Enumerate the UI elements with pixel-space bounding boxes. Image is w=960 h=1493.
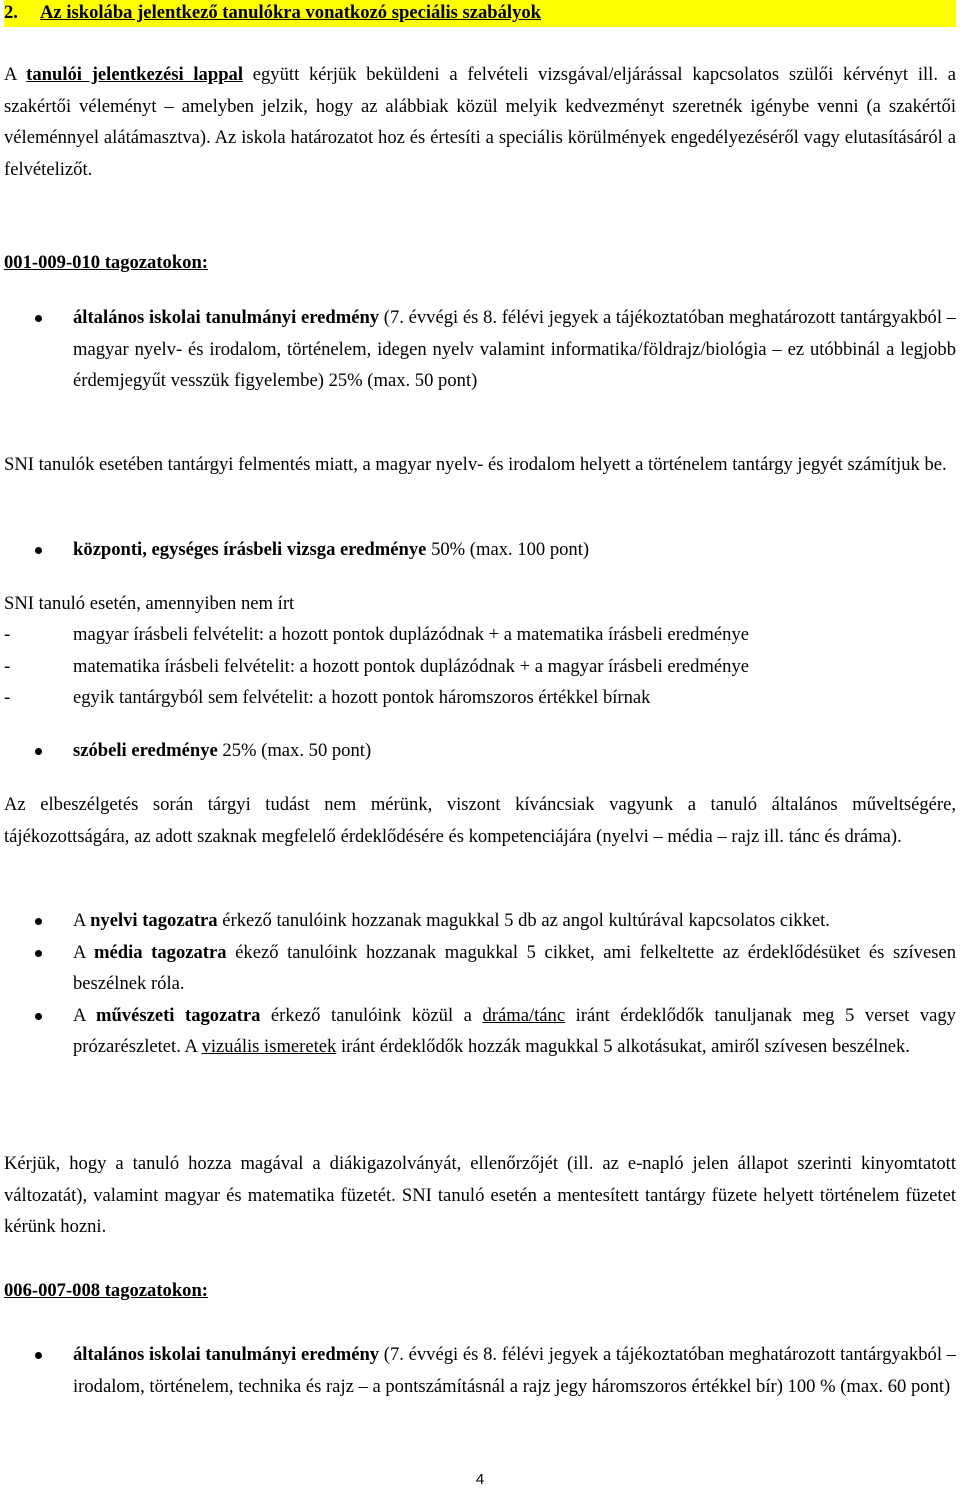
heading-title: Az iskolába jelentkező tanulókra vonatkozó speciális szabályok	[40, 2, 542, 23]
list-item: A média tagozatra ékező tanulóink hozzanak magukkal 5 cikket, ami felkeltette az érdeklődésüket és szívesen beszélnek róla.	[4, 937, 956, 1000]
interview-paragraph: Az elbeszélgetés során tárgyi tudást nem mérünk, viszont kíváncsiak vagyunk a tanuló általános műveltségére, tájékozottságára, az adott szaknak megfelelő érdeklődésére és kompetenciájára (nyelvi – média – rajz ill. tánc és dráma).	[4, 794, 956, 847]
section2-bullet-grades	[4, 1339, 956, 1402]
sni-dash-list	[4, 619, 956, 714]
bullet-icon	[35, 547, 42, 554]
section1-bullet-grades	[4, 302, 956, 397]
closing-paragraph: Kérjük, hogy a tanuló hozza magával a diákigazolványát, ellenőrzőjét (ill. az e-napló jelen állapot szerinti kinyomtatott változatát), valamint magyar és matematika füzetét. SNI tanuló esetén a mentesített tantárgy füzete helyett történelem füzetet kérünk hozni.	[4, 1153, 956, 1237]
application-form-link: tanulói jelentkezési lappal	[26, 64, 243, 85]
list-item: általános iskolai tanulmányi eredmény (7. évvégi és 8. félévi jegyek a tájékoztatóban meghatározott tantárgyakból – magyar nyelv- és irodalom, történelem, idegen nyelv valamint informatika/földrajz/biológia – ez utóbbinál a legjobb érdemjegyűt vesszük figyelembe) 25% (max. 50 pont)	[4, 302, 956, 397]
list-item: szóbeli eredménye 25% (max. 50 pont)	[4, 735, 956, 767]
bullet-icon	[35, 1013, 42, 1020]
section-heading	[4, 0, 956, 27]
section1-bullet-oral	[4, 735, 956, 767]
list-item: általános iskolai tanulmányi eredmény (7. évvégi és 8. félévi jegyek a tájékoztatóban meghatározott tantárgyakból – irodalom, történelem, technika és rajz – a pontszámításnál a rajz jegy háromszoros értékkel bír) 100 % (max. 60 pont)	[4, 1339, 956, 1402]
list-item: A nyelvi tagozatra érkező tanulóink hozzanak magukkal 5 db az angol kultúrával kapcsolatos cikket.	[4, 905, 956, 937]
bullet-icon	[35, 315, 42, 322]
visual-arts-link: vizuális ismeretek	[201, 1036, 337, 1057]
list-item: központi, egységes írásbeli vizsga eredménye 50% (max. 100 pont)	[4, 534, 956, 566]
list-item: A művészeti tagozatra érkező tanulóink közül a dráma/tánc iránt érdeklődők tanuljanak meg 5 verset vagy prózarészletet. A vizuális ismeretek iránt érdeklődők hozzák magukkal 5 alkotásukat, amiről szívesen beszélnek.	[4, 1000, 956, 1063]
track-list	[4, 905, 956, 1063]
sni-note: SNI tanulók esetében tantárgyi felmentés miatt, a magyar nyelv- és irodalom helyett a történelem tantárgy jegyét számítjuk be.	[4, 454, 947, 475]
section1-title: 001-009-010 tagozatokon:	[4, 252, 208, 273]
page-number: 4	[475, 1471, 485, 1488]
intro-paragraph: A tanulói jelentkezési lappal együtt kérjük beküldeni a felvételi vizsgával/eljárással kapcsolatos szülői kérvényt ill. a szakértői véleményt – amelyben jelzik, hogy az alábbiak közül melyik kedvezményt szeretnék igénybe venni (a szakértői véleménnyel alátámasztva). Az iskola határozatot hoz és értesíti a speciális körülmények engedélyezéséről vagy elutasításáról a felvételizőt.	[4, 64, 956, 180]
section1-bullet-written	[4, 534, 956, 566]
list-item: - egyik tantárgyból sem felvételit: a hozott pontok háromszoros értékkel bírnak	[4, 687, 651, 708]
sni-intro: SNI tanuló esetén, amennyiben nem írt	[4, 593, 295, 614]
bullet-icon	[35, 950, 42, 957]
list-item: - magyar írásbeli felvételit: a hozott pontok duplázódnak + a matematika írásbeli eredménye	[4, 624, 749, 645]
bullet-icon	[35, 748, 42, 755]
bullet-icon	[35, 1352, 42, 1359]
list-item: - matematika írásbeli felvételit: a hozott pontok duplázódnak + a magyar írásbeli eredménye	[4, 655, 749, 677]
bullet-icon	[35, 918, 42, 925]
drama-dance-link: dráma/tánc	[482, 1004, 566, 1026]
heading-number: 2.	[4, 2, 18, 23]
section2-title: 006-007-008 tagozatokon:	[4, 1280, 208, 1301]
